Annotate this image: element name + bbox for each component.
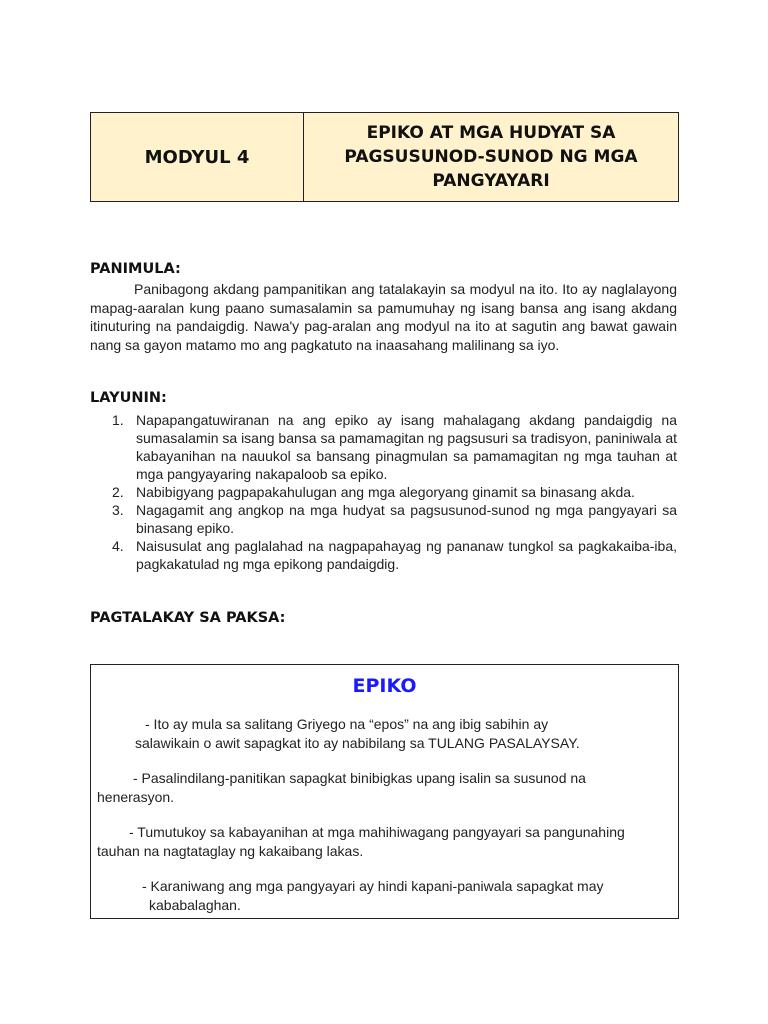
layunin-item-number: 3. [112,502,124,518]
epiko-point-line: - Tumutukoy sa kabayanihan at mga mahihiwagang pangyayari sa pangunahing [129,824,625,840]
epiko-box [90,664,679,919]
epiko-point-line: - Pasalindilang-panitikan sapagkat binibigkas upang isalin sa susunod na [133,770,586,786]
epiko-point-line: - Karaniwang ang mga pangyayari ay hindi kapani-paniwala sapagkat may [142,878,604,894]
epiko-point-line: - Ito ay mula sa salitang Griyego na “epos” na ang ibig sabihin ay [145,716,549,732]
module-title-line: PANGYAYARI [432,171,550,191]
layunin-item [90,411,677,483]
epiko-point-line: kababalaghan. [149,896,241,913]
layunin-item-number: 4. [112,538,124,554]
epiko-point-line: henerasyon. [97,788,175,805]
layunin-heading: LAYUNIN: [90,390,167,406]
pagtalakay-heading: PAGTALAKAY SA PAKSA: [90,610,286,626]
layunin-item-text: Naisusulat ang paglalahad na nagpapahayag ng pananaw tungkol sa pagkakaiba-iba, pagkakatulad ng mga epikong pandaigdig. [136,538,677,572]
module-title-line: PAGSUSUNOD-SUNOD NG MGA [344,147,638,167]
epiko-title: EPIKO [352,675,417,697]
layunin-list [90,411,677,573]
layunin-item-number: 1. [112,412,124,428]
layunin-item [90,501,677,537]
layunin-item [90,483,677,501]
layunin-item-text: Napapangatuwiranan na ang epiko ay isang mahalagang akdang pandaigdig na sumasalamin sa isang bansa sa pamamagitan ng pagsusuri sa tradisyon, paniniwala at kabayanihan na nauukol sa bansang pinagmulan sa pamamagitan ng mga tauhan at mga pangyayaring nakapaloob sa epiko. [136,412,677,482]
epiko-point [97,769,586,806]
panimula-heading: PANIMULA: [90,261,181,277]
layunin-item-number: 2. [112,484,124,500]
epiko-point [97,823,625,860]
epiko-point-line: salawikain o awit sapagkat ito ay nabibilang sa TULANG PASALAYSAY. [135,734,580,751]
epiko-point [135,715,580,752]
module-title-line: EPIKO AT MGA HUDYAT SA [366,123,616,143]
module-header-table [90,112,679,202]
epiko-point-line: tauhan na nagtataglay ng kakaibang lakas. [97,842,364,859]
module-title [304,113,678,201]
panimula-text: Panibagong akdang pampanitikan ang tatalakayin sa modyul na ito. Ito ay naglalayong mapag-aaralan kung paano sumasalamin sa pamumuhay ng isang bansa ang isang akdang itinuturing na pandaigdig. Nawa'y pag-aralan ang modyul na ito at sagutin ang bawat gawain nang sa gayon matamo mo ang pagkatuto na inaasahang malilinang sa iyo. [90,281,677,353]
epiko-point [142,877,604,914]
panimula-paragraph [90,280,677,354]
layunin-item-text: Nabibigyang pagpapakahulugan ang mga alegoryang ginamit sa binasang akda. [136,484,635,500]
module-number: MODYUL 4 [91,113,304,201]
layunin-item-text: Nagagamit ang angkop na mga hudyat sa pagsusunod-sunod ng mga pangyayari sa binasang epiko. [136,502,677,536]
layunin-item [90,537,677,573]
